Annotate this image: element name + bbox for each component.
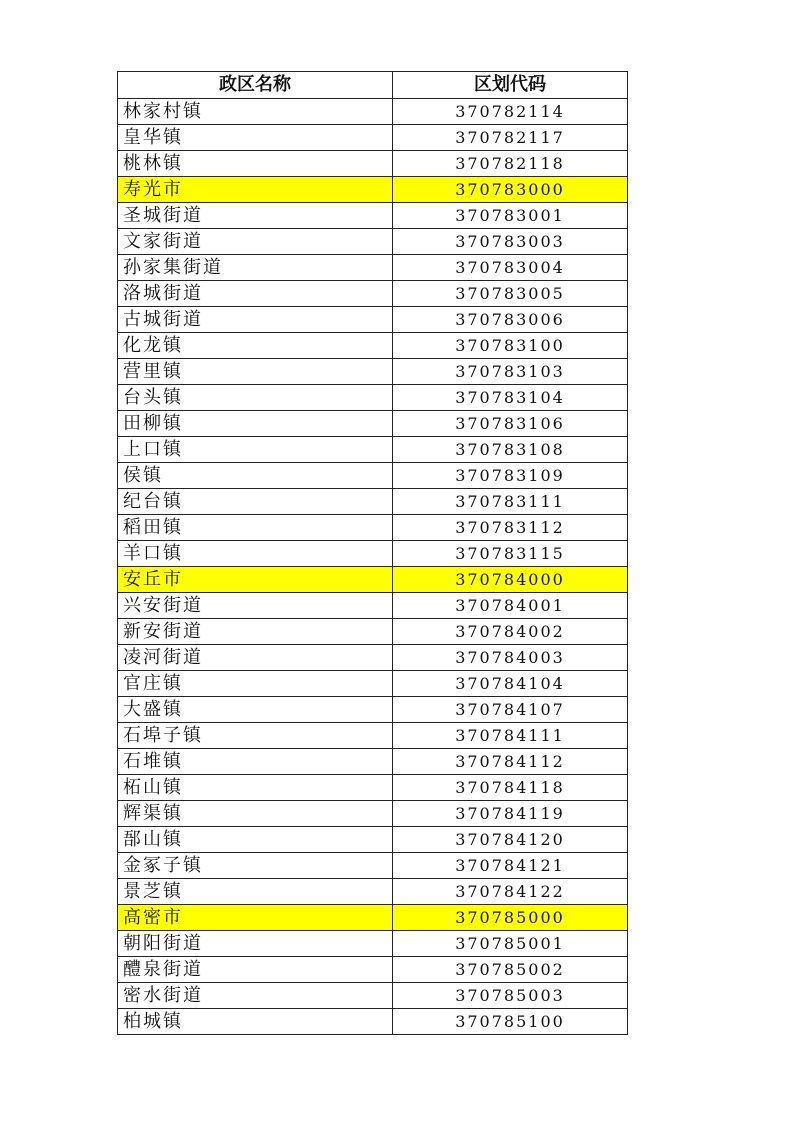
division-code-cell: 370783000 — [393, 177, 628, 203]
table-row — [118, 151, 628, 177]
table-row — [118, 619, 628, 645]
table-row — [118, 541, 628, 567]
division-code-cell: 370784111 — [393, 723, 628, 749]
division-name-cell: 羊口镇 — [118, 541, 393, 567]
division-code-cell: 370783100 — [393, 333, 628, 359]
division-code-cell: 370783103 — [393, 359, 628, 385]
table-row — [118, 749, 628, 775]
table-row — [118, 1009, 628, 1035]
header-division-name: 政区名称 — [118, 72, 393, 99]
table-row-highlighted — [118, 567, 628, 593]
division-code-cell: 370783003 — [393, 229, 628, 255]
table-row-highlighted — [118, 905, 628, 931]
division-code-cell: 370784112 — [393, 749, 628, 775]
table-row — [118, 125, 628, 151]
table-row — [118, 827, 628, 853]
division-name-cell: 安丘市 — [118, 567, 393, 593]
division-name-cell: 洛城街道 — [118, 281, 393, 307]
division-code-cell: 370783112 — [393, 515, 628, 541]
division-code-cell: 370784120 — [393, 827, 628, 853]
table-row — [118, 697, 628, 723]
division-name-cell: 桃林镇 — [118, 151, 393, 177]
division-code-cell: 370783109 — [393, 463, 628, 489]
division-name-cell: 田柳镇 — [118, 411, 393, 437]
header-division-code: 区划代码 — [393, 72, 628, 99]
division-name-cell: 大盛镇 — [118, 697, 393, 723]
division-code-cell: 370783005 — [393, 281, 628, 307]
division-name-cell: 寿光市 — [118, 177, 393, 203]
division-code-cell: 370784122 — [393, 879, 628, 905]
division-name-cell: 金冢子镇 — [118, 853, 393, 879]
table-row — [118, 671, 628, 697]
table-row — [118, 203, 628, 229]
division-name-cell: 圣城街道 — [118, 203, 393, 229]
division-code-cell: 370785002 — [393, 957, 628, 983]
table-row — [118, 775, 628, 801]
table-row — [118, 983, 628, 1009]
table-row — [118, 931, 628, 957]
table-row — [118, 879, 628, 905]
division-name-cell: 营里镇 — [118, 359, 393, 385]
division-name-cell: 纪台镇 — [118, 489, 393, 515]
division-name-cell: 密水街道 — [118, 983, 393, 1009]
table-row — [118, 723, 628, 749]
division-name-cell: 新安街道 — [118, 619, 393, 645]
division-name-cell: 辉渠镇 — [118, 801, 393, 827]
division-code-cell: 370783001 — [393, 203, 628, 229]
division-name-cell: 孙家集街道 — [118, 255, 393, 281]
division-code-cell: 370783108 — [393, 437, 628, 463]
table-row — [118, 229, 628, 255]
division-code-cell: 370783106 — [393, 411, 628, 437]
division-code-cell: 370784000 — [393, 567, 628, 593]
table-row — [118, 281, 628, 307]
table-row — [118, 593, 628, 619]
table-row — [118, 333, 628, 359]
table-row — [118, 99, 628, 125]
table-row — [118, 437, 628, 463]
table-row — [118, 489, 628, 515]
division-name-cell: 柘山镇 — [118, 775, 393, 801]
division-code-cell: 370783115 — [393, 541, 628, 567]
division-code-cell: 370783006 — [393, 307, 628, 333]
table-row — [118, 411, 628, 437]
table-row-highlighted — [118, 177, 628, 203]
table-body — [118, 99, 628, 1035]
table-row — [118, 255, 628, 281]
table-row — [118, 385, 628, 411]
division-name-cell: 化龙镇 — [118, 333, 393, 359]
division-name-cell: 石堆镇 — [118, 749, 393, 775]
division-code-cell: 370785000 — [393, 905, 628, 931]
table-row — [118, 515, 628, 541]
division-name-cell: 皇华镇 — [118, 125, 393, 151]
division-code-cell: 370784002 — [393, 619, 628, 645]
table-row — [118, 645, 628, 671]
division-name-cell: 台头镇 — [118, 385, 393, 411]
division-code-cell: 370784119 — [393, 801, 628, 827]
division-code-cell: 370784001 — [393, 593, 628, 619]
table-header-row — [118, 72, 628, 99]
division-name-cell: 官庄镇 — [118, 671, 393, 697]
division-name-cell: 兴安街道 — [118, 593, 393, 619]
division-code-cell: 370783104 — [393, 385, 628, 411]
division-code-cell: 370785003 — [393, 983, 628, 1009]
division-code-table — [117, 71, 628, 1035]
division-name-cell: 稻田镇 — [118, 515, 393, 541]
division-name-cell: 文家街道 — [118, 229, 393, 255]
division-code-cell: 370782118 — [393, 151, 628, 177]
division-name-cell: 上口镇 — [118, 437, 393, 463]
division-code-cell: 370783004 — [393, 255, 628, 281]
division-code-cell: 370784118 — [393, 775, 628, 801]
division-code-cell: 370785100 — [393, 1009, 628, 1035]
division-code-cell: 370782114 — [393, 99, 628, 125]
table-row — [118, 853, 628, 879]
division-name-cell: 郚山镇 — [118, 827, 393, 853]
division-code-cell: 370783111 — [393, 489, 628, 515]
division-name-cell: 柏城镇 — [118, 1009, 393, 1035]
division-name-cell: 林家村镇 — [118, 99, 393, 125]
division-code-cell: 370784121 — [393, 853, 628, 879]
division-name-cell: 古城街道 — [118, 307, 393, 333]
table-row — [118, 463, 628, 489]
division-name-cell: 醴泉街道 — [118, 957, 393, 983]
division-code-cell: 370782117 — [393, 125, 628, 151]
division-code-cell: 370784003 — [393, 645, 628, 671]
division-name-cell: 凌河街道 — [118, 645, 393, 671]
division-code-table-container — [117, 71, 627, 1035]
division-name-cell: 景芝镇 — [118, 879, 393, 905]
division-code-cell: 370784104 — [393, 671, 628, 697]
division-code-cell: 370785001 — [393, 931, 628, 957]
table-row — [118, 359, 628, 385]
division-name-cell: 朝阳街道 — [118, 931, 393, 957]
table-row — [118, 957, 628, 983]
table-row — [118, 307, 628, 333]
table-row — [118, 801, 628, 827]
division-name-cell: 高密市 — [118, 905, 393, 931]
division-code-cell: 370784107 — [393, 697, 628, 723]
division-name-cell: 侯镇 — [118, 463, 393, 489]
division-name-cell: 石埠子镇 — [118, 723, 393, 749]
